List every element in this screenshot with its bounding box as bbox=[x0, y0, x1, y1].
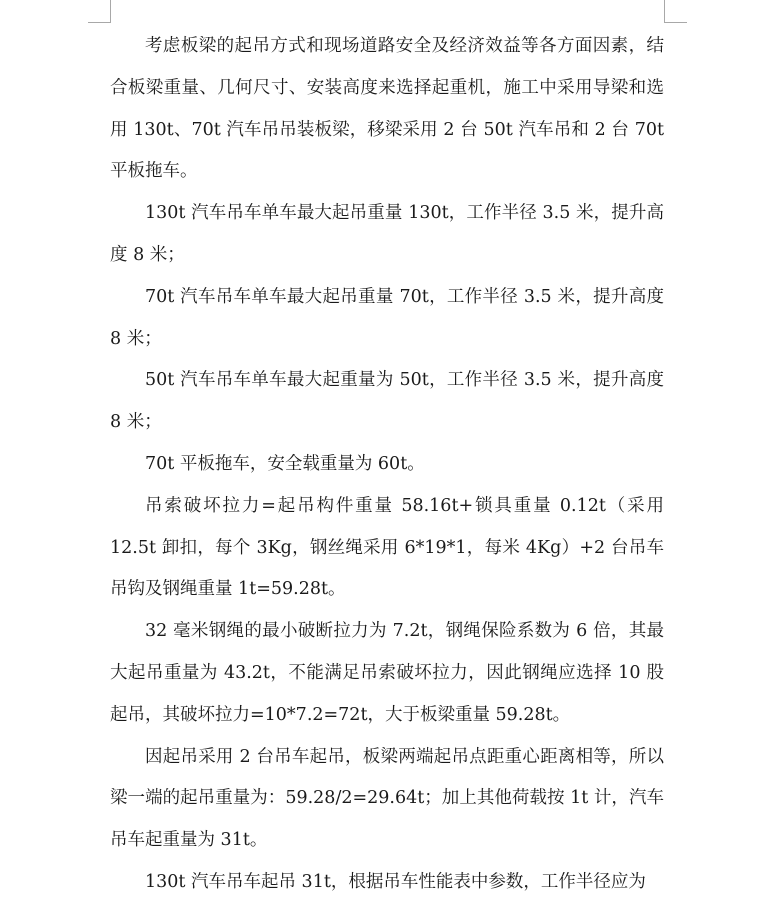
margin-corner-mark-left bbox=[88, 0, 111, 23]
paragraph-lifting-load: 因起吊采用 2 台吊车起吊，板梁两端起吊点距重心距离相等，所以梁一端的起吊重量为：59.28/2=29.64t；加上其他荷载按 1t 计，汽车吊车起重量为 31t。 bbox=[110, 746, 664, 851]
paragraph-70t-trailer: 70t 平板拖车，安全载重量为 60t。 bbox=[145, 453, 425, 474]
paragraph-wire-rope: 32 毫米钢绳的最小破断拉力为 7.2t，钢绳保险系数为 6 倍，其最大起吊重量为 43.2t，不能满足吊索破坏拉力，因此钢绳应选择 10 股起吊，其破坏拉力=10*7.2=72t，大于板梁重量 59.28t。 bbox=[110, 621, 664, 725]
document-body bbox=[110, 26, 664, 904]
paragraph-crane-selection: 考虑板梁的起吊方式和现场道路安全及经济效益等各方面因素，结合板梁重量、几何尺寸、安装高度来选择起重机，施工中采用导梁和选用 130t、70t 汽车吊吊装板梁，移梁采用 2 台 50t 汽车吊和 2 台 70t 平板拖车。 bbox=[110, 36, 664, 182]
paragraph-sling-breaking-force: 吊索破坏拉力=起吊构件重量 58.16t+锁具重量 0.12t（采用 12.5t 卸扣，每个 3Kg，钢丝绳采用 6*19*1，每米 4Kg）+2 台吊车吊钩及钢绳重量 1t=59.28t。 bbox=[110, 495, 664, 600]
paragraph-50t-crane: 50t 汽车吊车单车最大起重量为 50t，工作半径 3.5 米，提升高度 8 米； bbox=[110, 370, 664, 433]
paragraph-130t-crane: 130t 汽车吊车单车最大起吊重量 130t，工作半径 3.5 米，提升高度 8 米； bbox=[110, 203, 664, 265]
paragraph-working-radius: 130t 汽车吊车起吊 31t，根据吊车性能表中参数，工作半径应为 bbox=[145, 871, 646, 892]
margin-corner-mark-right bbox=[664, 0, 687, 23]
paragraph-70t-crane: 70t 汽车吊车单车最大起吊重量 70t，工作半径 3.5 米，提升高度 8 米； bbox=[110, 286, 664, 349]
